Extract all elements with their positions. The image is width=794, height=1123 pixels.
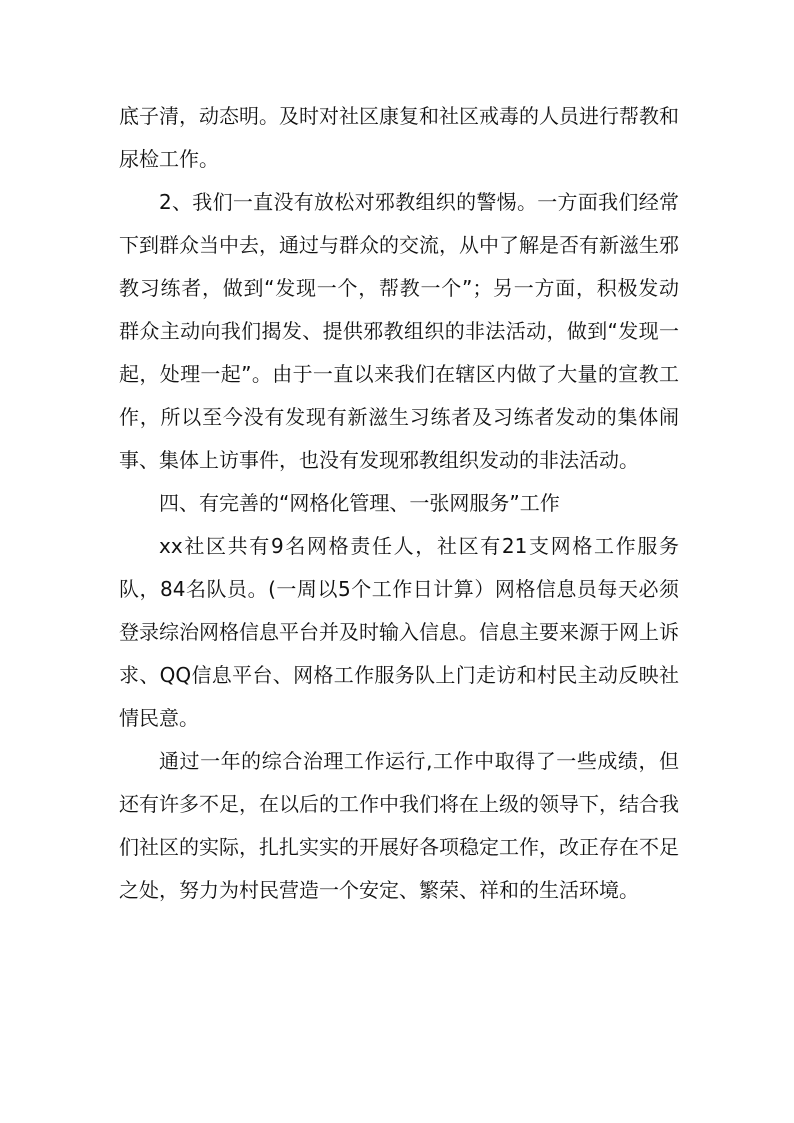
paragraph-conclusion: 通过一年的综合治理工作运行,工作中取得了一些成绩，但还有许多不足，在以后的工作中我们将在上级的领导下，结合我们社区的实际，扎扎实实的开展好各项稳定工作，改正存在不足之处，努力为村民营造一个安定、繁荣、祥和的生活环境。 — [119, 749, 679, 902]
section-heading-grid-management: 四、有完善的“网格化管理、一张网服务”工作 — [159, 491, 560, 515]
paragraph-cult-vigilance: 2、我们一直没有放松对邪教组织的警惕。一方面我们经常下到群众当中去，通过与群众的交流，从中了解是否有新滋生邪教习练者，做到“发现一个，帮教一个”；另一方面，积极发动群众主动向我们揭发、提供邪教组织的非法活动，做到“发现一起，处理一起”。由于一直以来我们在辖区内做了大量的宣教工作，所以至今没有发现有新滋生习练者及习练者发动的集体闹事、集体上访事件，也没有发现邪教组织发动的非法活动。 — [119, 190, 679, 472]
paragraph-grid-staff: xx社区共有9名网格责任人，社区有21支网格工作服务队，84名队员。(一周以5个工作日计算）网格信息员每天必须登录综治网格信息平台并及时输入信息。信息主要来源于网上诉求、QQ信息平台、网格工作服务队上门走访和村民主动反映社情民意。 — [119, 534, 679, 730]
paragraph-community-rehab: 底子清，动态明。及时对社区康复和社区戒毒的人员进行帮教和尿检工作。 — [119, 104, 679, 171]
document-body — [119, 95, 679, 912]
